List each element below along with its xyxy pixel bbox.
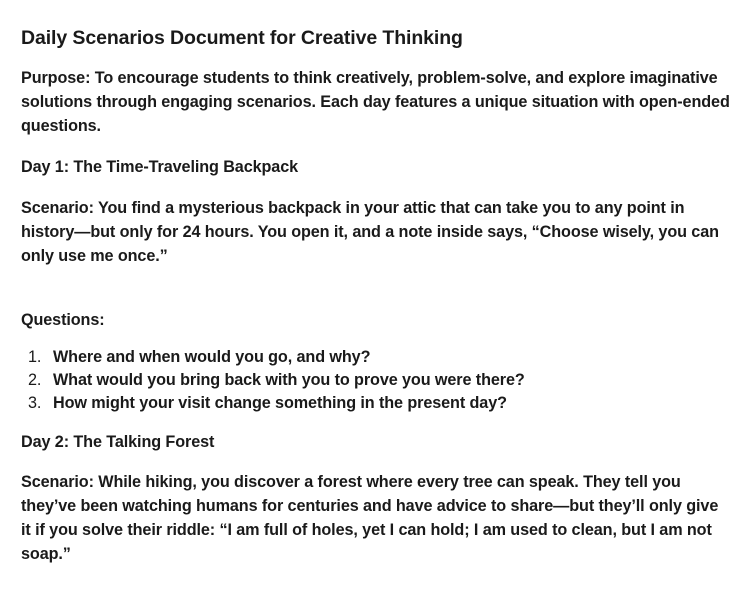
day2-scenario-line: it if you solve their riddle: “I am full of holes, yet I can hold; I am used to clean, but I am not xyxy=(21,521,712,539)
purpose-line: questions. xyxy=(21,117,101,135)
purpose-line: Purpose: To encourage students to think creatively, problem-solve, and explore imaginative xyxy=(21,69,718,87)
day1-scenario-line: history—but only for 24 hours. You open it, and a note inside says, “Choose wisely, you can xyxy=(21,223,719,241)
day1-scenario-paragraph xyxy=(21,196,739,268)
question-text: Where and when would you go, and why? xyxy=(53,348,371,366)
purpose-paragraph xyxy=(21,66,739,138)
day1-scenario-line: only use me once.” xyxy=(21,247,168,265)
question-text: What would you bring back with you to prove you were there? xyxy=(53,371,525,389)
question-text: How might your visit change something in the present day? xyxy=(53,394,507,412)
question-number: 3. xyxy=(28,394,42,412)
document-title: Daily Scenarios Document for Creative Thinking xyxy=(21,27,463,49)
day2-heading: Day 2: The Talking Forest xyxy=(21,433,215,451)
questions-heading: Questions: xyxy=(21,311,105,329)
day2-scenario-paragraph xyxy=(21,470,739,566)
question-number: 1. xyxy=(28,348,42,366)
question-number: 2. xyxy=(28,371,42,389)
day1-scenario-line: Scenario: You find a mysterious backpack in your attic that can take you to any point in xyxy=(21,199,685,217)
day2-scenario-line: Scenario: While hiking, you discover a forest where every tree can speak. They tell you xyxy=(21,473,681,491)
purpose-line: solutions through engaging scenarios. Each day features a unique situation with open-ended xyxy=(21,93,730,111)
day2-scenario-line: they’ve been watching humans for centuries and have advice to share—but they’ll only give xyxy=(21,497,719,515)
day1-heading: Day 1: The Time-Traveling Backpack xyxy=(21,158,299,176)
day2-scenario-line: soap.” xyxy=(21,545,71,563)
